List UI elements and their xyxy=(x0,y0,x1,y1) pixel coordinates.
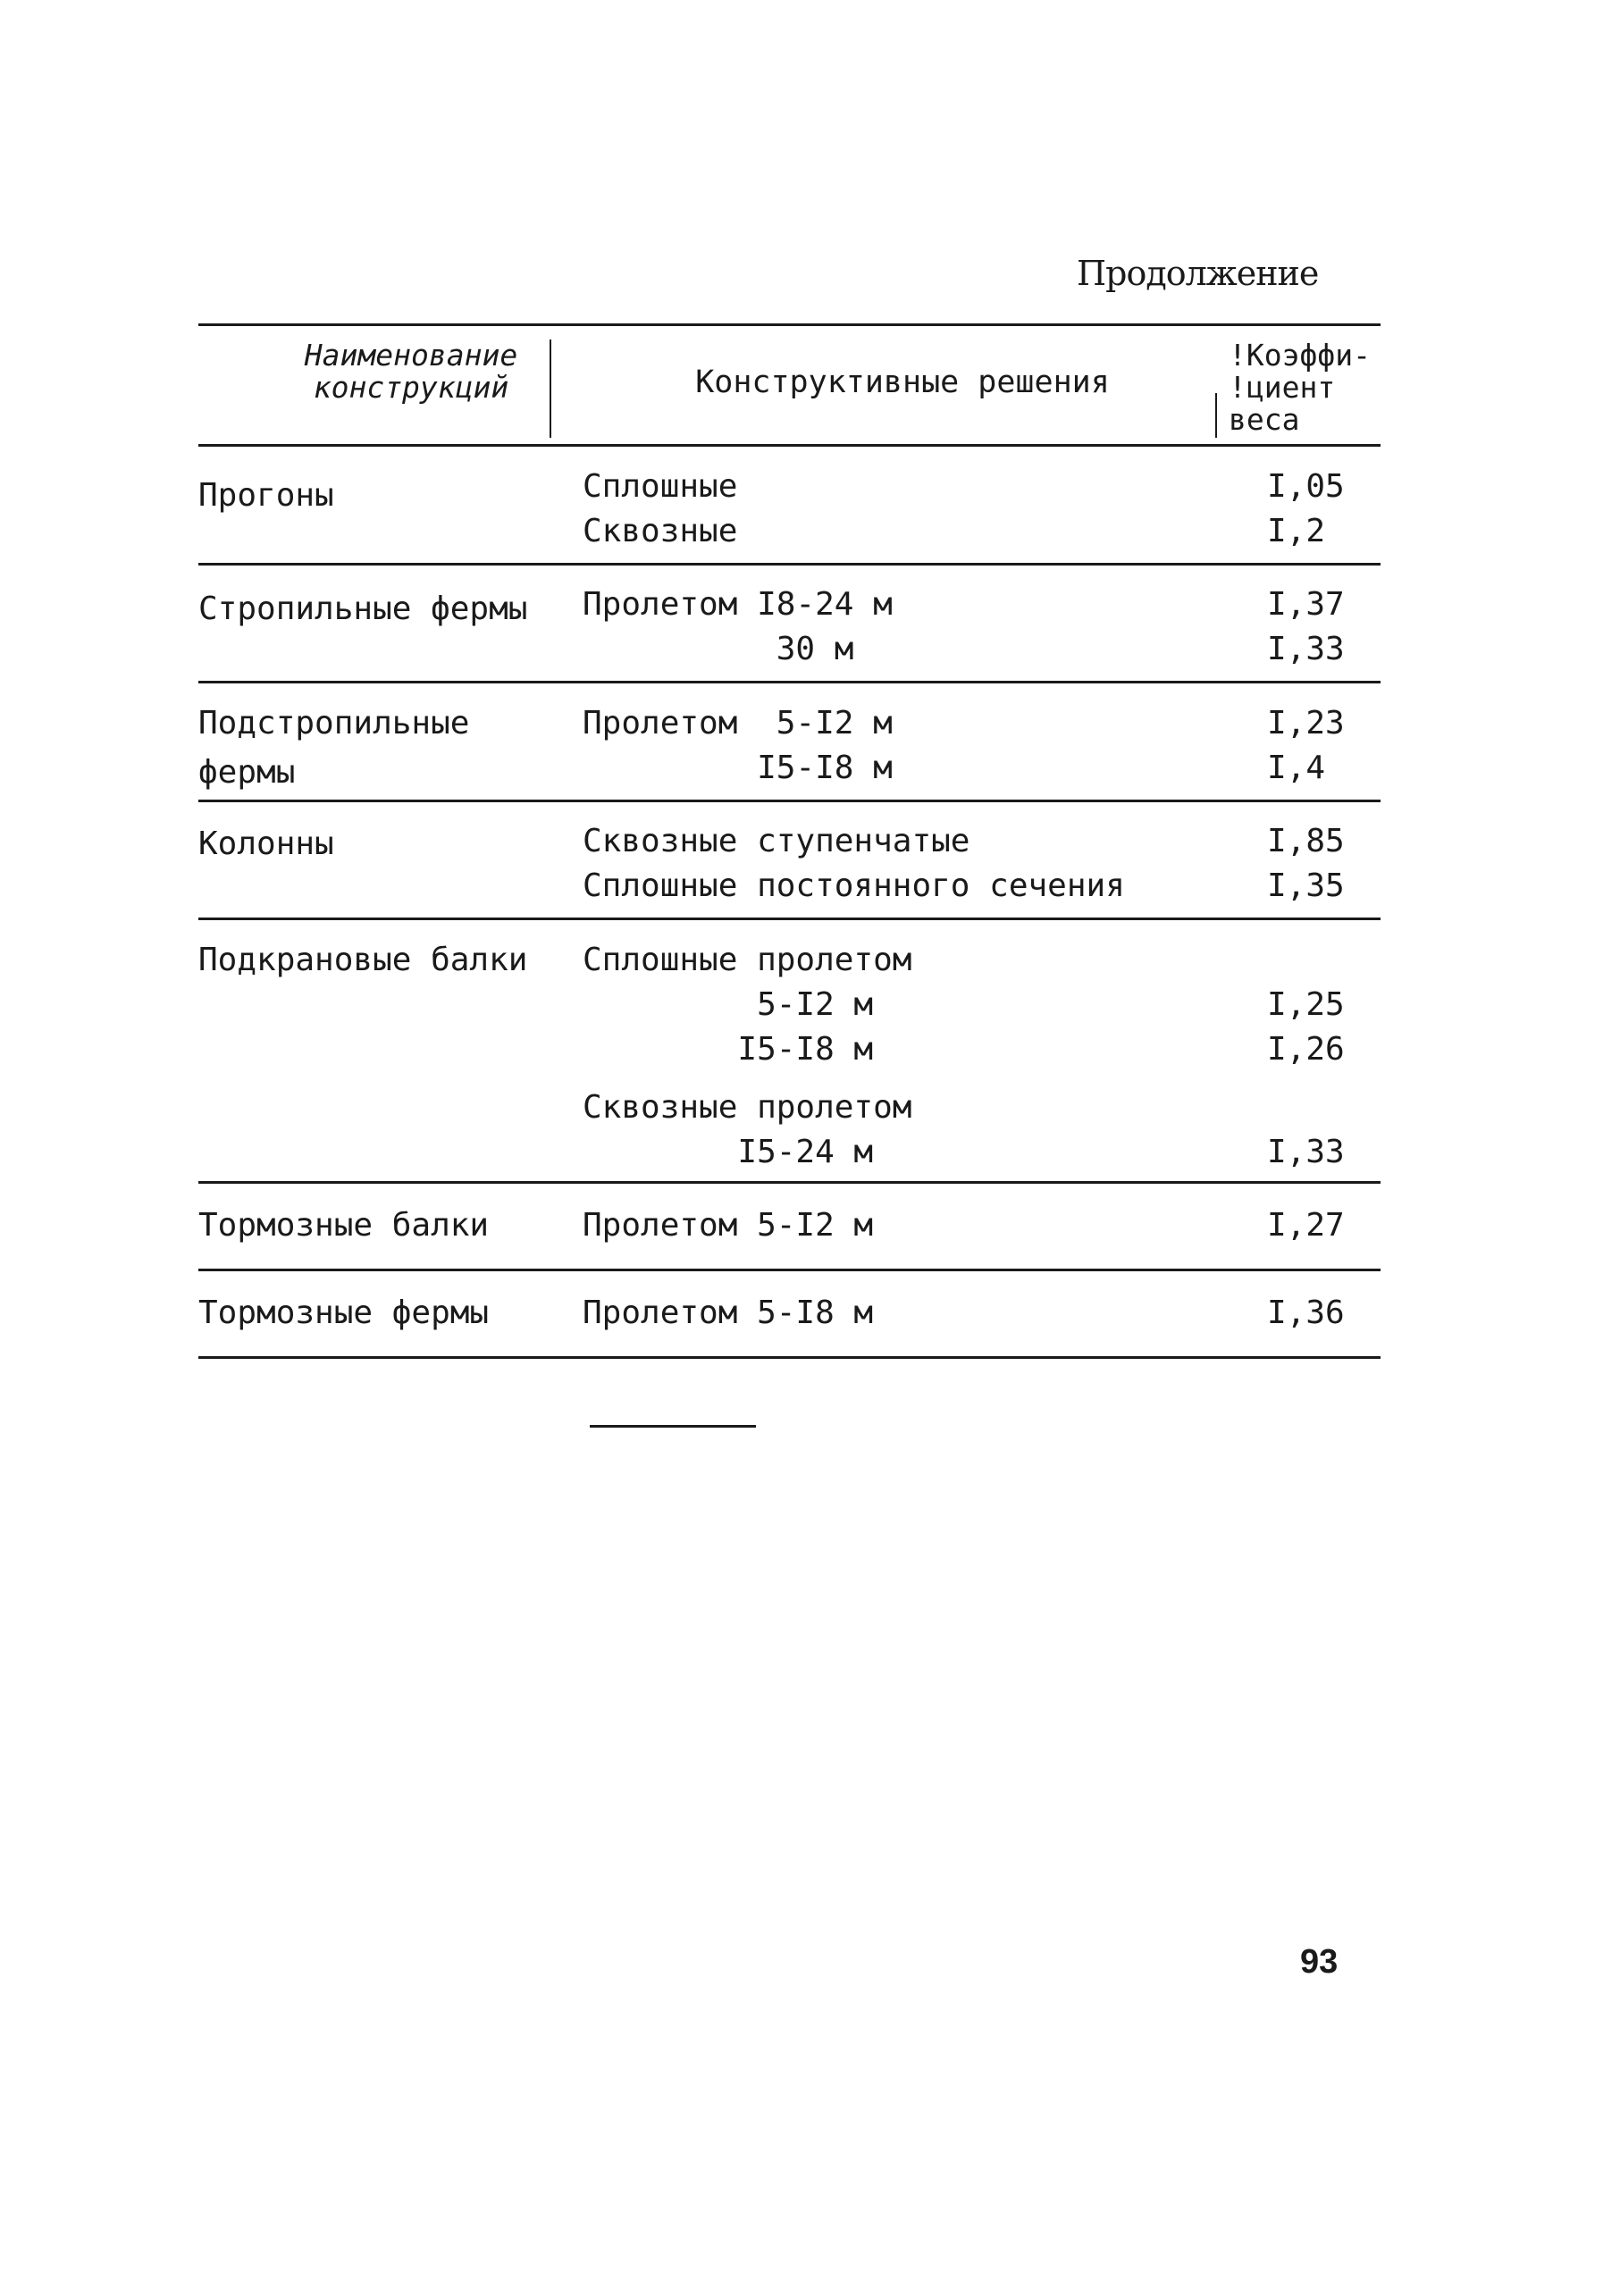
row-name: Тормозные балки xyxy=(198,1207,490,1244)
row-coefficient: I,4 xyxy=(1267,750,1326,786)
header-separator-1 xyxy=(550,339,551,438)
row-coefficient: I,05 xyxy=(1267,468,1345,505)
row-coefficient: I,33 xyxy=(1267,1134,1345,1170)
row-solution: 30 м xyxy=(583,631,854,667)
table-caption: Продолжение xyxy=(1077,254,1319,293)
row-coefficient: I,37 xyxy=(1267,586,1345,623)
row-solution: Сквозные пролетом xyxy=(583,1089,912,1126)
row-coefficient: I,33 xyxy=(1267,631,1345,667)
page-number: 93 xyxy=(1300,1943,1339,1981)
table-top-rule xyxy=(198,323,1381,326)
end-of-table-rule xyxy=(590,1425,756,1428)
header-col3-line1: !Коэффи- xyxy=(1229,338,1371,373)
row-solution: Сплошные пролетом xyxy=(583,942,912,978)
header-solutions: Конструктивные решения xyxy=(695,365,1110,400)
row-separator xyxy=(198,563,1381,566)
row-solution: Пролетом 5-I2 м xyxy=(583,705,893,742)
row-solution: Сплошные xyxy=(583,468,738,505)
row-coefficient: I,27 xyxy=(1267,1207,1345,1244)
row-solution: I5-I8 м xyxy=(583,750,893,786)
row-coefficient: I,36 xyxy=(1267,1295,1345,1331)
header-col1-line2: конструкций xyxy=(313,370,509,405)
row-separator xyxy=(198,1269,1381,1271)
row-solution: I5-24 м xyxy=(583,1134,874,1170)
row-name: Подстропильные xyxy=(198,705,470,742)
row-solution: Сквозные xyxy=(583,513,738,549)
row-solution: Пролетом 5-I2 м xyxy=(583,1207,874,1244)
row-solution: I5-I8 м xyxy=(583,1031,874,1068)
row-separator xyxy=(198,1181,1381,1184)
header-bottom-rule xyxy=(198,444,1381,447)
row-name-line2: фермы xyxy=(198,754,296,791)
row-name: Прогоны xyxy=(198,477,334,514)
row-name: Подкрановые балки xyxy=(198,942,528,978)
header-col3-line3: веса xyxy=(1229,402,1300,437)
header-col3-line2: !циент xyxy=(1229,370,1336,405)
row-coefficient: I,2 xyxy=(1267,513,1326,549)
row-solution: 5-I2 м xyxy=(583,986,874,1023)
row-solution: Сплошные постоянного сечения xyxy=(583,867,1125,904)
row-separator xyxy=(198,918,1381,920)
row-name: Стропильные фермы xyxy=(198,591,528,627)
row-coefficient: I,26 xyxy=(1267,1031,1345,1068)
row-separator xyxy=(198,800,1381,802)
row-coefficient: I,23 xyxy=(1267,705,1345,742)
row-coefficient: I,85 xyxy=(1267,823,1345,859)
table-bottom-rule xyxy=(198,1356,1381,1359)
header-weight-coefficient xyxy=(1229,339,1389,436)
row-separator xyxy=(198,681,1381,683)
header-construction-name xyxy=(268,339,554,404)
row-solution: Пролетом I8-24 м xyxy=(583,586,893,623)
header-separator-2 xyxy=(1215,393,1217,438)
row-name: Колонны xyxy=(198,825,334,862)
row-coefficient: I,35 xyxy=(1267,867,1345,904)
row-name: Тормозные фермы xyxy=(198,1295,490,1331)
row-solution: Сквозные ступенчатые xyxy=(583,823,970,859)
row-solution: Пролетом 5-I8 м xyxy=(583,1295,874,1331)
header-col1-line1: Наименование xyxy=(304,338,518,373)
row-coefficient: I,25 xyxy=(1267,986,1345,1023)
